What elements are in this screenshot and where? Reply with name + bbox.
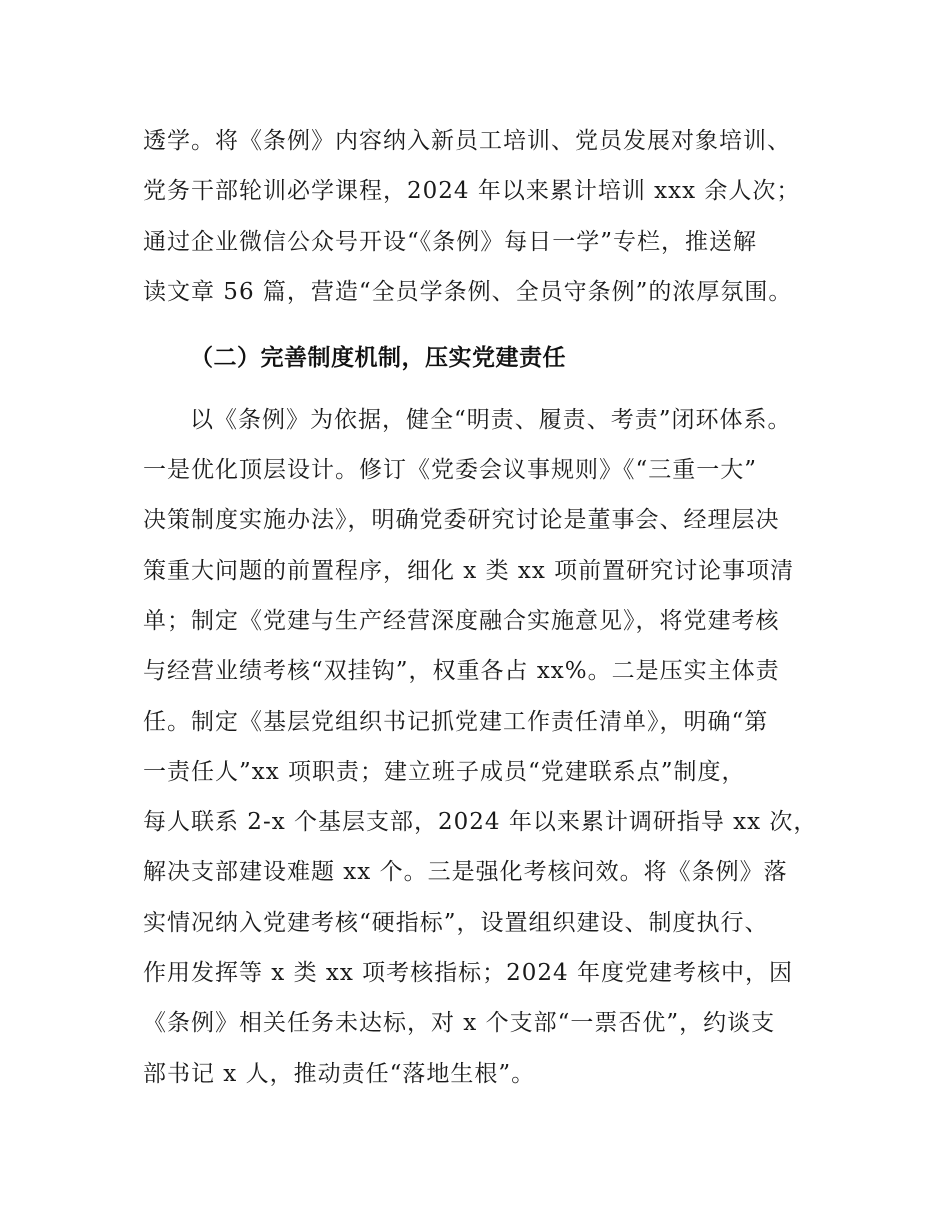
paragraph-2-line-1: 以《条例》为依据，健全“明责、履责、考责”闭环体系。 — [190, 407, 792, 433]
paragraph-1-line-3: 通过企业微信公众号开设“《条例》每日一学”专栏，推送解 — [143, 229, 758, 255]
paragraph-2-line-12: 作用发挥等 x 类 xx 项考核指标；2024 年度党建考核中，因 — [143, 960, 794, 986]
paragraph-2-line-5: 单；制定《党建与生产经营深度融合实施意见》，将党建考核 — [143, 608, 780, 634]
section-heading: （二）完善制度机制，压实党建责任 — [190, 345, 566, 371]
paragraph-2-line-3: 决策制度实施办法》，明确党委研究讨论是董事会、经理层决 — [143, 507, 780, 533]
paragraph-1-line-4: 读文章 56 篇，营造“全员学条例、全员守条例”的浓厚氛围。 — [143, 279, 793, 305]
paragraph-1-line-2: 党务干部轮训必学课程，2024 年以来累计培训 xxx 余人次； — [143, 178, 801, 204]
paragraph-2-line-13: 《条例》相关任务未达标，对 x 个支部“一票否优”，约谈支 — [143, 1010, 776, 1036]
paragraph-1-line-1: 透学。将《条例》内容纳入新员工培训、党员发展对象培训、 — [143, 128, 791, 154]
paragraph-2-line-2: 一是优化顶层设计。修订《党委会议事规则》《“三重一大” — [143, 457, 758, 483]
paragraph-2-line-4: 策重大问题的前置程序，细化 x 类 xx 项前置研究讨论事项清 — [143, 558, 795, 584]
paragraph-2-line-7: 任。制定《基层党组织书记抓党建工作责任清单》，明确“第 — [143, 709, 769, 735]
paragraph-2-line-9: 每人联系 2-x 个基层支部，2024 年以来累计调研指导 xx 次， — [143, 809, 818, 835]
paragraph-2-line-10: 解决支部建设难题 xx 个。三是强化考核问效。将《条例》落 — [143, 859, 788, 885]
paragraph-2-line-11: 实情况纳入党建考核“硬指标”，设置组织建设、制度执行、 — [143, 910, 769, 936]
paragraph-2-line-14: 部书记 x 人，推动责任“落地生根”。 — [143, 1061, 536, 1087]
paragraph-2-line-6: 与经营业绩考核“双挂钩”，权重各占 xx%。二是压实主体责 — [143, 658, 780, 684]
paragraph-2-line-8: 一责任人”xx 项职责；建立班子成员“党建联系点”制度， — [143, 759, 746, 785]
